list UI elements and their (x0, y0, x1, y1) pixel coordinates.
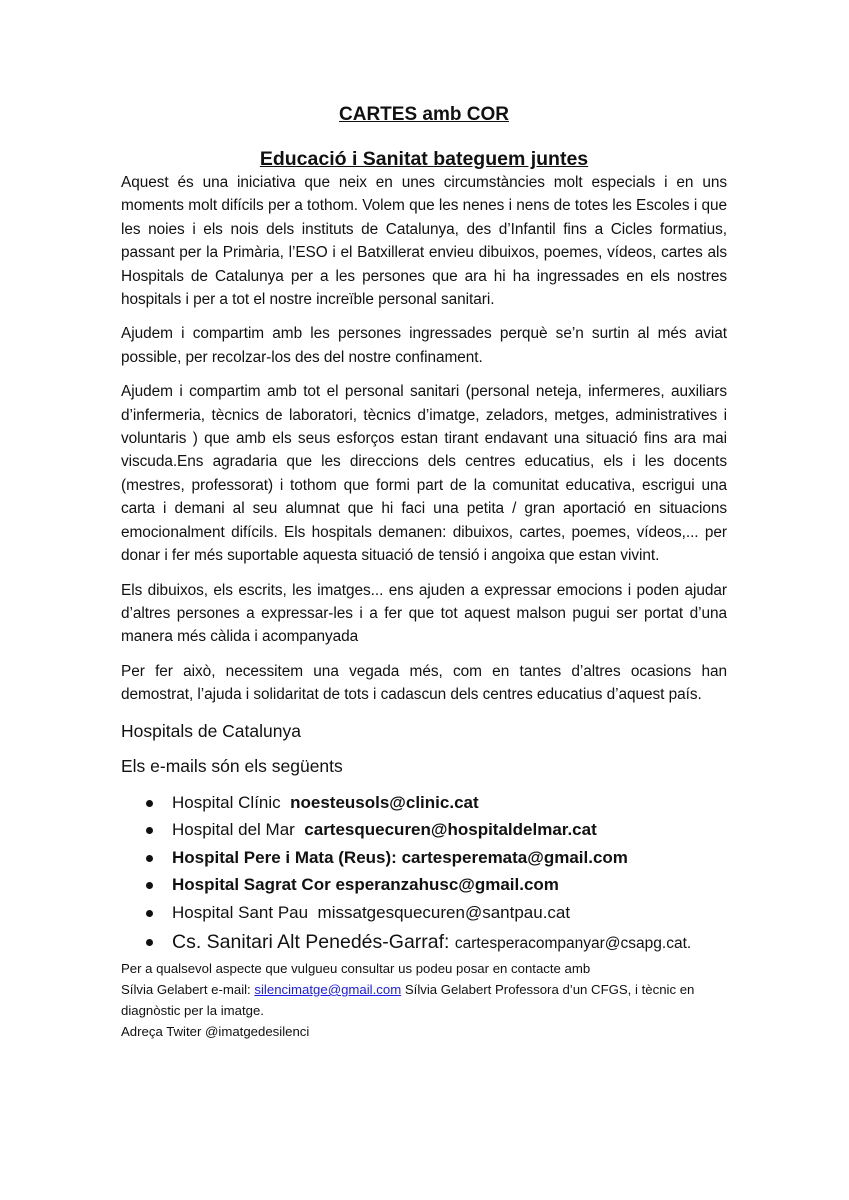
hospital-name: Cs. Sanitari Alt Penedés-Garraf: (172, 931, 450, 954)
list-item (121, 871, 727, 899)
document-subtitle: Educació i Sanitat bateguem juntes (259, 148, 589, 170)
hospital-name: Hospital del Mar (172, 820, 295, 840)
emails-heading: Els e-mails són els següents (121, 755, 343, 776)
hospital-name: Hospital Pere i Mata (Reus): (172, 847, 397, 867)
hospital-email[interactable]: cartesperemata@gmail.com (401, 847, 628, 867)
paragraph-patients: Ajudem i compartim amb les persones ingressades perquè se’n surtin al més aviat possible, per recolzar-los des del nostre confinament. (121, 325, 727, 366)
bullet-icon (146, 910, 153, 917)
list-item (121, 899, 727, 927)
list-item (121, 789, 727, 817)
hospital-email[interactable]: esperanzahusc@gmail.com (335, 875, 559, 895)
paragraph-staff: Ajudem i compartim amb tot el personal sanitari (personal neteja, infermeres, auxiliars d’infermeria, tècnics de laboratori, tècnics d’imatge, zeladors, metges, administratives i voluntaris ) que amb els seus esforços estan tirant endavant una situació fins ara mai viscuda.Ens agradaria que les direccions dels centres educatius, els i les docents (mestres, professorat) i tothom que formi part de la comunitat educativa, escrigui una carta i demani al seu alumnat que hi faci una petita / gran aportació en situacions emocionalment difícils. Els hospitals demanen: dibuixos, cartes, poemes, vídeos,... per donar i fer més suportable aquesta situació de tensió i angoixa que estan vivint. (121, 383, 727, 565)
list-item (121, 926, 727, 958)
hospital-name: Hospital Clínic (172, 792, 281, 812)
hospital-email[interactable]: cartesperacompanyar@csapg.cat. (454, 935, 692, 953)
contact-description: Sílvia Gelabert Professora d’un CFGS, i tècnic en diagnòstic per la imatge. (121, 982, 695, 1019)
bullet-icon (146, 939, 153, 946)
contact-name-label: Sílvia Gelabert e-mail: (121, 982, 251, 998)
contact-email-link[interactable]: silencimatge@gmail.com (254, 982, 402, 998)
list-item (121, 844, 727, 872)
contact-intro: Per a qualsevol aspecte que vulgueu consultar us podeu posar en contacte amb (121, 961, 591, 977)
bullet-icon (146, 800, 153, 807)
hospital-name: Hospital Sant Pau (172, 902, 309, 922)
paragraph-intro: Aquest és una iniciativa que neix en unes circumstàncies molt especials i en uns moments molt difícils per a tothom. Volem que les nenes i nens de totes les Escoles i que les noies i els nois dels instituts de Catalunya, des d’Infantil fins a Cicles formatius, passant per la Primària, l’ESO i el Batxillerat envieu dibuixos, poemes, vídeos, cartes als Hospitals de Catalunya per a les persones que ara hi ha ingressades en els nostres hospitals i per a tot el nostre increïble personal sanitari. (121, 174, 727, 309)
bullet-icon (146, 855, 153, 862)
hospital-email[interactable]: cartesquecuren@hospitaldelmar.cat (304, 820, 597, 840)
list-item (121, 816, 727, 844)
hospital-name: Hospital Sagrat Cor (172, 875, 331, 895)
hospital-email-list (121, 789, 727, 959)
contact-details (121, 979, 727, 1021)
hospital-email[interactable]: missatgesquecuren@santpau.cat (317, 902, 571, 922)
bullet-icon (146, 827, 153, 834)
twitter-handle: Adreça Twiter @imatgedesilenci (121, 1024, 310, 1040)
paragraph-solidarity: Per fer això, necessitem una vegada més, com en tantes d’altres ocasions han demostrat, l’ajuda i solidaritat de tots i cadascun dels centres educatius d’aquest país. (121, 662, 727, 704)
hospitals-heading: Hospitals de Catalunya (121, 720, 301, 741)
paragraph-emotions: Els dibuixos, els escrits, les imatges... ens ajuden a expressar emocions i poden ajudar d’altres persones a expressar-les i a fer que tot aquest malson pugui ser portat d’una manera més càlida i acompanyada (121, 581, 727, 646)
hospital-email[interactable]: noesteusols@clinic.cat (290, 792, 479, 812)
bullet-icon (146, 882, 153, 889)
document-title: CARTES amb COR (339, 104, 509, 125)
